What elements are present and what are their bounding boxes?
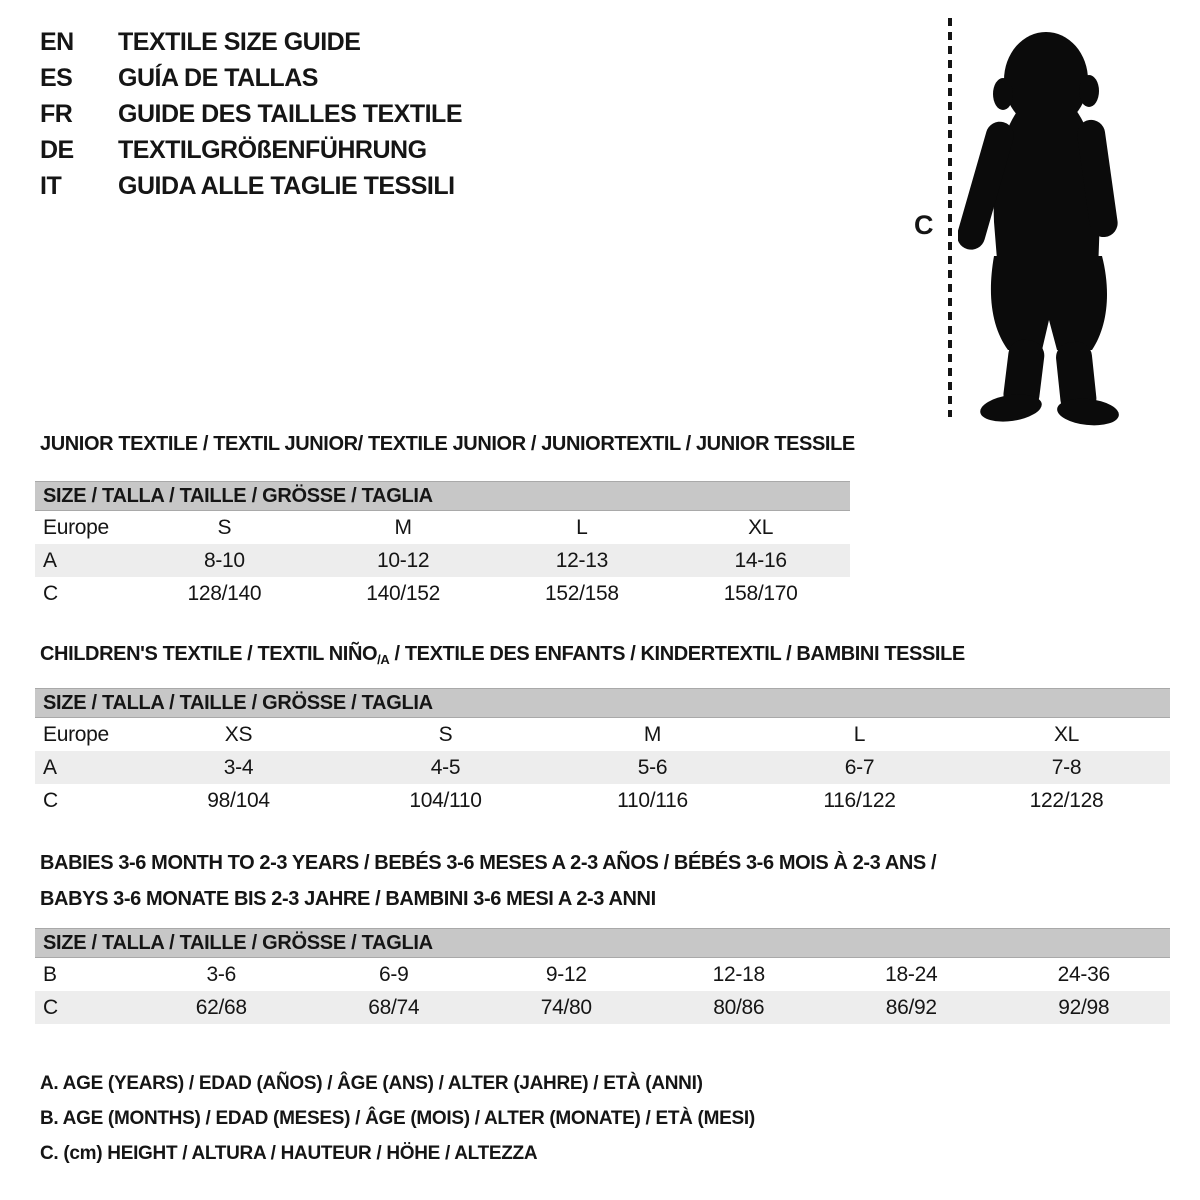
size-header-bar: SIZE / TALLA / TAILLE / GRÖSSE / TAGLIA	[35, 928, 1170, 958]
height-cell: 122/128	[1029, 788, 1104, 812]
age-cell: 3-4	[223, 755, 254, 779]
height-cell: 98/104	[207, 788, 270, 812]
months-cell: 6-9	[379, 962, 409, 986]
age-cell: 8-10	[203, 548, 245, 572]
months-cell: 18-24	[885, 962, 938, 986]
table-row-age	[35, 544, 850, 577]
row-label: A	[43, 755, 57, 779]
language-title: GUÍA DE TALLAS	[118, 63, 318, 92]
children-size-table	[35, 688, 1170, 817]
legend-line-b: B. AGE (MONTHS) / EDAD (MESES) / ÂGE (MOIS) / ALTER (MONATE) / ETÀ (MESI)	[40, 1107, 755, 1129]
language-title-list	[40, 24, 462, 204]
height-cell: 86/92	[885, 995, 937, 1019]
language-title: TEXTILGRÖßENFÜHRUNG	[118, 135, 427, 164]
section-title-junior: JUNIOR TEXTILE / TEXTIL JUNIOR/ TEXTILE JUNIOR / JUNIORTEXTIL / JUNIOR TESSILE	[40, 433, 855, 455]
language-row	[40, 96, 462, 132]
table-row-europe	[35, 511, 850, 544]
row-label: Europe	[43, 722, 109, 746]
table-row-europe	[35, 718, 1170, 751]
language-row	[40, 168, 462, 204]
language-title: GUIDE DES TAILLES TEXTILE	[118, 99, 463, 128]
table-row-age	[35, 751, 1170, 784]
language-code: ES	[40, 63, 73, 92]
height-cell: 140/152	[366, 581, 441, 605]
age-cell: 10-12	[377, 548, 430, 572]
age-cell: 14-16	[734, 548, 787, 572]
size-cell: S	[438, 722, 453, 746]
age-cell: 6-7	[844, 755, 875, 779]
months-cell: 24-36	[1057, 962, 1110, 986]
size-cell: M	[394, 515, 412, 539]
height-cell: 62/68	[195, 995, 247, 1019]
size-cell: XL	[748, 515, 774, 539]
legend-line-a: A. AGE (YEARS) / EDAD (AÑOS) / ÂGE (ANS) / ALTER (JAHRE) / ETÀ (ANNI)	[40, 1072, 703, 1094]
size-header-bar: SIZE / TALLA / TAILLE / GRÖSSE / TAGLIA	[35, 481, 850, 511]
section-title-line1: BABIES 3-6 MONTH TO 2-3 YEARS / BEBÉS 3-6 MESES A 2-3 AÑOS / BÉBÉS 3-6 MOIS À 2-3 ANS /	[40, 852, 937, 874]
height-cell: 110/116	[617, 788, 688, 812]
height-cell: 116/122	[823, 788, 896, 812]
size-header-bar: SIZE / TALLA / TAILLE / GRÖSSE / TAGLIA	[35, 688, 1170, 718]
section-title-subscript: /A	[377, 652, 390, 667]
section-title-line2: BABYS 3-6 MONATE BIS 2-3 JAHRE / BAMBINI 3-6 MESI A 2-3 ANNI	[40, 888, 656, 910]
table-row-height	[35, 991, 1170, 1024]
height-cell: 80/86	[713, 995, 765, 1019]
language-row	[40, 132, 462, 168]
table-row-months	[35, 958, 1170, 991]
row-label: C	[43, 581, 58, 605]
size-cell: XL	[1053, 722, 1080, 746]
section-title-children	[40, 643, 965, 666]
months-cell: 12-18	[712, 962, 765, 986]
junior-size-table	[35, 481, 850, 610]
size-cell: S	[217, 515, 232, 539]
months-cell: 3-6	[206, 962, 236, 986]
legend-line-c: C. (cm) HEIGHT / ALTURA / HAUTEUR / HÖHE / ALTEZZA	[40, 1142, 538, 1164]
height-cell: 68/74	[368, 995, 420, 1019]
section-title-text: CHILDREN'S TEXTILE / TEXTIL NIÑO	[40, 643, 378, 665]
measure-legend	[40, 1066, 755, 1171]
table-row-height	[35, 577, 850, 610]
age-cell: 7-8	[1051, 755, 1082, 779]
height-measure-dashed-line	[948, 18, 952, 417]
toddler-silhouette-image	[958, 14, 1142, 426]
height-measure-label: C	[914, 210, 934, 240]
row-label: B	[43, 962, 57, 986]
height-cell: 104/110	[409, 788, 482, 812]
age-cell: 5-6	[637, 755, 668, 779]
babies-size-table	[35, 928, 1170, 1024]
section-title-text: / TEXTILE DES ENFANTS / KINDERTEXTIL / BAMBINI TESSILE	[389, 643, 965, 665]
row-label: C	[43, 788, 58, 812]
size-cell: XS	[224, 722, 253, 746]
height-cell: 128/140	[187, 581, 262, 605]
section-title-babies	[40, 845, 936, 917]
language-code: DE	[40, 135, 74, 164]
height-cell: 152/158	[544, 581, 619, 605]
language-row	[40, 60, 462, 96]
age-cell: 12-13	[555, 548, 608, 572]
size-cell: L	[853, 722, 866, 746]
language-title: TEXTILE SIZE GUIDE	[118, 27, 361, 56]
row-label: Europe	[43, 515, 109, 539]
language-code: IT	[40, 171, 62, 200]
row-label: A	[43, 548, 57, 572]
months-cell: 9-12	[545, 962, 587, 986]
age-cell: 4-5	[430, 755, 461, 779]
language-row	[40, 24, 462, 60]
language-code: FR	[40, 99, 73, 128]
height-cell: 92/98	[1058, 995, 1110, 1019]
size-cell: L	[576, 515, 588, 539]
language-code: EN	[40, 27, 74, 56]
size-cell: M	[643, 722, 662, 746]
table-row-height	[35, 784, 1170, 817]
height-cell: 74/80	[540, 995, 592, 1019]
row-label: C	[43, 995, 58, 1019]
height-cell: 158/170	[723, 581, 798, 605]
language-title: GUIDA ALLE TAGLIE TESSILI	[118, 171, 455, 200]
